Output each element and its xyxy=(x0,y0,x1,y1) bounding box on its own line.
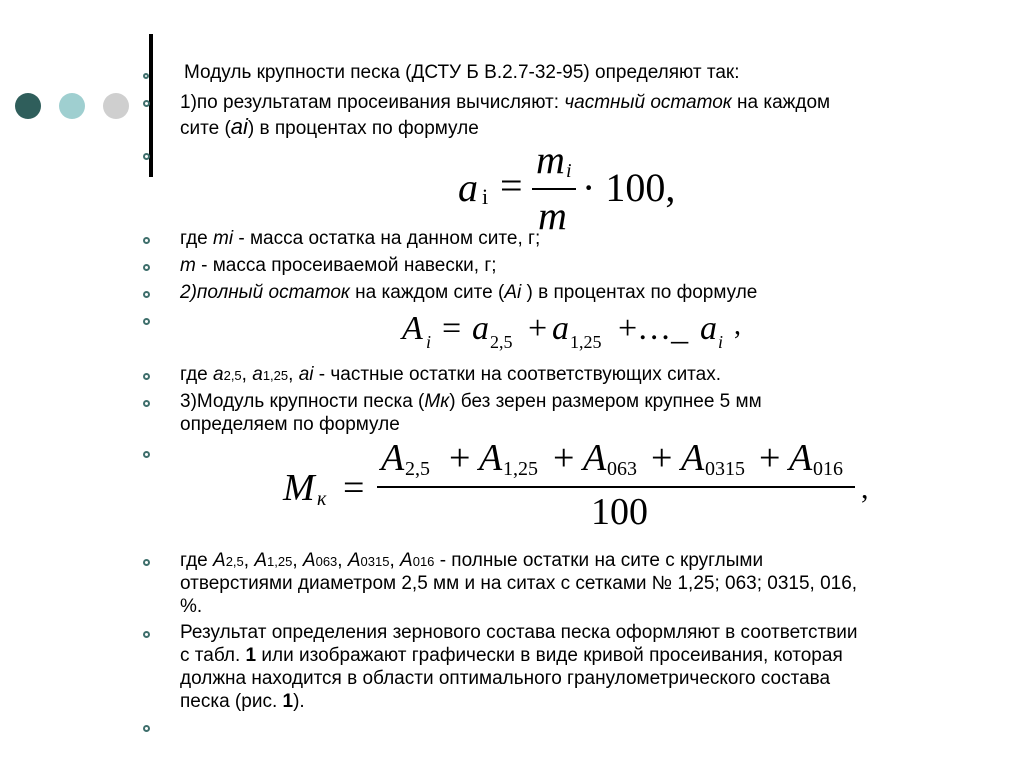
f3-lhs: M xyxy=(283,467,315,509)
l8-text2: или изображают графически в виде кривой просеивания, которая xyxy=(256,645,843,666)
l7-sep3: , xyxy=(337,550,348,571)
bullet-icon xyxy=(143,559,150,566)
f2-t1-sub: 2,5 xyxy=(490,332,513,352)
f3-n1: A xyxy=(381,437,405,479)
Mk-symbol: Мк xyxy=(424,391,450,412)
f3-eq: = xyxy=(343,467,365,509)
step3-text-end: ) без зерен размером крупнее 5 мм xyxy=(449,391,762,412)
l7-sep4: , xyxy=(389,550,401,571)
f2-lhs: A xyxy=(402,310,423,347)
f3-n2-sub: 1,25 xyxy=(503,458,538,480)
A-symbol: А xyxy=(347,550,361,571)
l7-sep2: , xyxy=(292,550,303,571)
f1-rest: · 100, xyxy=(582,165,676,210)
f1-num: m xyxy=(536,137,565,182)
bullet-icon xyxy=(143,264,150,271)
formula-full-residue xyxy=(402,310,752,360)
bullet-icon xyxy=(143,318,150,325)
f3-p2: + xyxy=(553,437,575,479)
a-symbol: a xyxy=(252,364,263,385)
l7-text: - полные остатки на сите с круглыми xyxy=(434,550,764,571)
bullet-icon xyxy=(143,73,149,79)
full-residue-term: 2)полный остаток xyxy=(180,282,350,303)
bullet-icon xyxy=(143,291,150,298)
a-sub-25: 2,5 xyxy=(223,368,242,383)
l5-prefix: где xyxy=(180,364,214,385)
f3-fraction-bar xyxy=(377,486,855,488)
bullet-icon xyxy=(143,373,150,380)
step1-line2-start: сите ( xyxy=(180,118,231,139)
A-sub-25: 2,5 xyxy=(225,554,244,569)
step1-text: 1)по результатам просеивания вычисляют: xyxy=(180,92,565,113)
l5-sep1: , xyxy=(241,364,253,385)
m-def-text: - масса просеиваемой навески, г; xyxy=(195,255,497,276)
f2-t2-sub: 1,25 xyxy=(570,332,602,352)
f1-fraction-bar xyxy=(532,188,576,190)
result-paragraph-line3: должна находится в области оптимального гранулометрического состава xyxy=(180,668,831,689)
f3-p4: + xyxy=(759,437,781,479)
f2-t1: a xyxy=(472,310,489,347)
f3-p3: + xyxy=(651,437,673,479)
decor-dot-gray xyxy=(103,93,129,119)
full-residues-definition xyxy=(180,550,763,573)
m-symbol: m xyxy=(180,255,196,276)
table-ref: 1 xyxy=(245,645,257,666)
f2-plus1: + xyxy=(528,310,548,347)
result-paragraph-line4 xyxy=(180,691,305,713)
figure-ref: 1 xyxy=(282,691,294,712)
full-residues-definition-line2: отверстиями диаметром 2,5 мм и на ситах с сетками № 1,25; 063; 0315, 016, xyxy=(180,573,858,594)
f1-lhs-sub: i xyxy=(482,184,489,209)
a-sub-125: 1,25 xyxy=(262,368,289,383)
bullet-icon xyxy=(143,153,150,160)
f3-n5-sub: 016 xyxy=(813,458,843,480)
formula-fineness-modulus xyxy=(283,436,883,536)
mi-def-prefix: где xyxy=(180,228,214,249)
A-symbol: А xyxy=(213,550,226,571)
l7-prefix: где xyxy=(180,550,214,571)
A-sub-016: 016 xyxy=(412,554,435,569)
mi-definition xyxy=(180,228,540,250)
bullet-icon xyxy=(143,725,150,732)
mi-def-text: - масса остатка на данном сите, г; xyxy=(233,228,541,249)
f3-n3-sub: 063 xyxy=(607,458,637,480)
bullet-icon xyxy=(143,631,150,638)
result-paragraph-line1: Результат определения зернового состава песка оформляют в соответствии xyxy=(180,622,858,643)
step2-line xyxy=(180,282,757,304)
decor-dot-light-teal xyxy=(59,93,85,119)
step1-line xyxy=(180,92,830,114)
l8-text1: с табл. xyxy=(180,645,246,666)
f1-lhs: a xyxy=(458,165,478,210)
step3-line xyxy=(180,391,762,413)
A-symbol: А xyxy=(302,550,316,571)
f3-n4-sub: 0315 xyxy=(705,458,745,480)
partial-residue-term: частный остаток xyxy=(564,92,732,113)
intro-line: Модуль крупности песка (ДСТУ Б В.2.7-32-95) определяют так: xyxy=(184,62,740,83)
f2-lhs-sub: i xyxy=(426,332,432,352)
f3-n5: A xyxy=(789,437,813,479)
step2-text-end: ) в процентах по формуле xyxy=(521,282,758,303)
f3-end: , xyxy=(861,472,869,505)
m-definition xyxy=(180,255,497,277)
step3-line2: определяем по формуле xyxy=(180,414,400,435)
f2-plus2: +…_ xyxy=(618,310,689,347)
bullet-icon xyxy=(143,451,150,458)
ai-symbol: ai xyxy=(230,114,248,139)
f1-eq: = xyxy=(500,163,523,208)
l5-sep2: , xyxy=(288,364,299,385)
A-sub-125: 1,25 xyxy=(267,554,293,569)
A-symbol: А xyxy=(254,550,268,571)
l5-text: - частные остатки на соответствующих ситах. xyxy=(313,364,722,385)
f2-t3: a xyxy=(700,310,717,347)
f3-n3: A xyxy=(583,437,607,479)
f1-num-sub: i xyxy=(566,160,572,182)
A-symbol: А xyxy=(400,550,413,571)
full-residues-definition-line3: %. xyxy=(180,596,203,617)
bullet-icon xyxy=(143,400,150,407)
f3-lhs-sub: к xyxy=(317,488,327,510)
l7-sep1: , xyxy=(243,550,255,571)
bullet-icon xyxy=(143,237,150,244)
f3-n2: A xyxy=(479,437,503,479)
l8-text3: песка (рис. xyxy=(180,691,283,712)
step2-text: на каждом сите ( xyxy=(349,282,505,303)
step1-line2-end: ) в процентах по формуле xyxy=(247,118,479,139)
f2-t3-sub: i xyxy=(718,332,724,352)
formula-partial-residue xyxy=(458,137,698,238)
step1-text-end: на каждом xyxy=(731,92,831,113)
ai-symbol: ai xyxy=(298,364,314,385)
partial-residues-definition xyxy=(180,364,721,387)
result-paragraph-line2 xyxy=(180,645,843,667)
l8-text4: ). xyxy=(293,691,305,712)
bullet-icon xyxy=(143,100,150,107)
f3-p1: + xyxy=(449,437,471,479)
step3-text: 3)Модуль крупности песка ( xyxy=(180,391,425,412)
decor-dot-dark xyxy=(15,93,41,119)
f2-t2: a xyxy=(552,310,569,347)
mi-symbol: mi xyxy=(213,228,234,249)
f2-eq: = xyxy=(442,310,462,347)
f1-den: m xyxy=(538,193,567,238)
a-symbol: a xyxy=(213,364,224,385)
A-sub-063: 063 xyxy=(315,554,338,569)
f3-den: 100 xyxy=(591,491,648,533)
A-sub-0315: 0315 xyxy=(360,554,390,569)
step1-line2 xyxy=(180,116,479,140)
f3-n4: A xyxy=(681,437,705,479)
f3-n1-sub: 2,5 xyxy=(405,458,430,480)
Ai-symbol: Ai xyxy=(504,282,522,303)
f2-end: , xyxy=(734,310,741,341)
